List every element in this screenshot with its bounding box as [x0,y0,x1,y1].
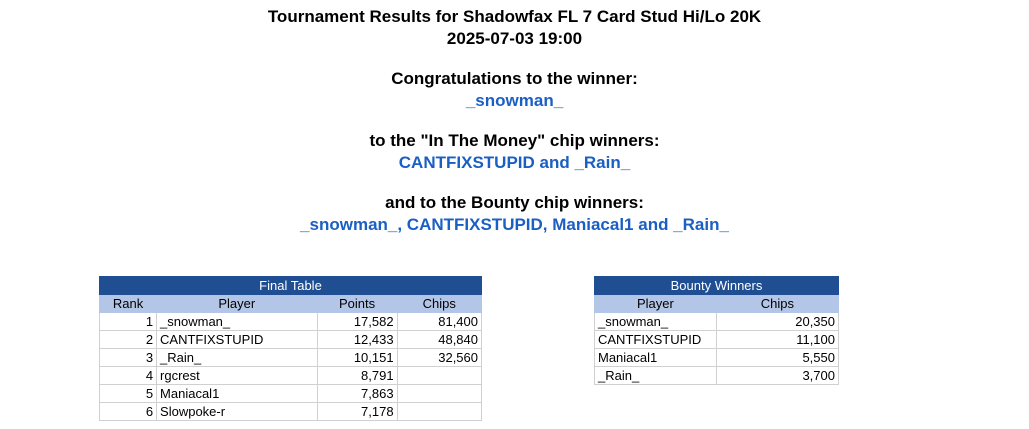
winner-name: _snowman_ [465,91,564,110]
rank-cell: 5 [100,385,157,403]
itm-winners: CANTFIXSTUPID and _Rain_ [398,153,631,172]
results-header [0,6,1029,236]
player-cell: _snowman_ [157,313,318,331]
chips-cell: 11,100 [716,331,838,349]
points-cell: 10,151 [317,349,397,367]
chips-cell: 20,350 [716,313,838,331]
chips-cell: 81,400 [397,313,481,331]
final-table-title: Final Table [100,277,482,295]
chips-cell: 5,550 [716,349,838,367]
bounty-table [594,276,839,385]
rank-cell: 3 [100,349,157,367]
points-cell: 8,791 [317,367,397,385]
winner-intro: Congratulations to the winner: [391,69,638,88]
player-cell: Maniacal1 [595,349,717,367]
tournament-datetime: 2025-07-03 19:00 [446,29,583,48]
points-cell: 17,582 [317,313,397,331]
bounty-table-title: Bounty Winners [595,277,839,295]
points-cell: 12,433 [317,331,397,349]
chips-cell [397,403,481,421]
itm-intro: to the "In The Money" chip winners: [369,131,660,150]
table-row [100,313,482,331]
table-row [100,367,482,385]
player-cell: CANTFIXSTUPID [595,331,717,349]
player-cell: rgcrest [157,367,318,385]
column-header-chips: Chips [397,295,481,313]
final-table [99,276,482,421]
points-cell: 7,178 [317,403,397,421]
table-row [100,331,482,349]
rank-cell: 1 [100,313,157,331]
table-row [100,403,482,421]
bounty-winners: _snowman_, CANTFIXSTUPID, Maniacal1 and _Rain_ [300,215,729,234]
table-row [595,349,839,367]
player-cell: _Rain_ [595,367,717,385]
chips-cell: 48,840 [397,331,481,349]
chips-cell [397,367,481,385]
rank-cell: 2 [100,331,157,349]
points-cell: 7,863 [317,385,397,403]
player-cell: _snowman_ [595,313,717,331]
chips-cell: 3,700 [716,367,838,385]
player-cell: Slowpoke-r [157,403,318,421]
table-row [595,313,839,331]
player-cell: Maniacal1 [157,385,318,403]
rank-cell: 6 [100,403,157,421]
table-row [595,367,839,385]
column-header-player: Player [157,295,318,313]
page-title: Tournament Results for Shadowfax FL 7 Card Stud Hi/Lo 20K [267,7,762,26]
table-row [595,331,839,349]
rank-cell: 4 [100,367,157,385]
column-header-chips: Chips [716,295,838,313]
column-header-player: Player [595,295,717,313]
table-row [100,385,482,403]
column-header-points: Points [317,295,397,313]
table-row [100,349,482,367]
chips-cell: 32,560 [397,349,481,367]
chips-cell [397,385,481,403]
player-cell: _Rain_ [157,349,318,367]
player-cell: CANTFIXSTUPID [157,331,318,349]
bounty-intro: and to the Bounty chip winners: [385,193,644,212]
column-header-rank: Rank [100,295,157,313]
